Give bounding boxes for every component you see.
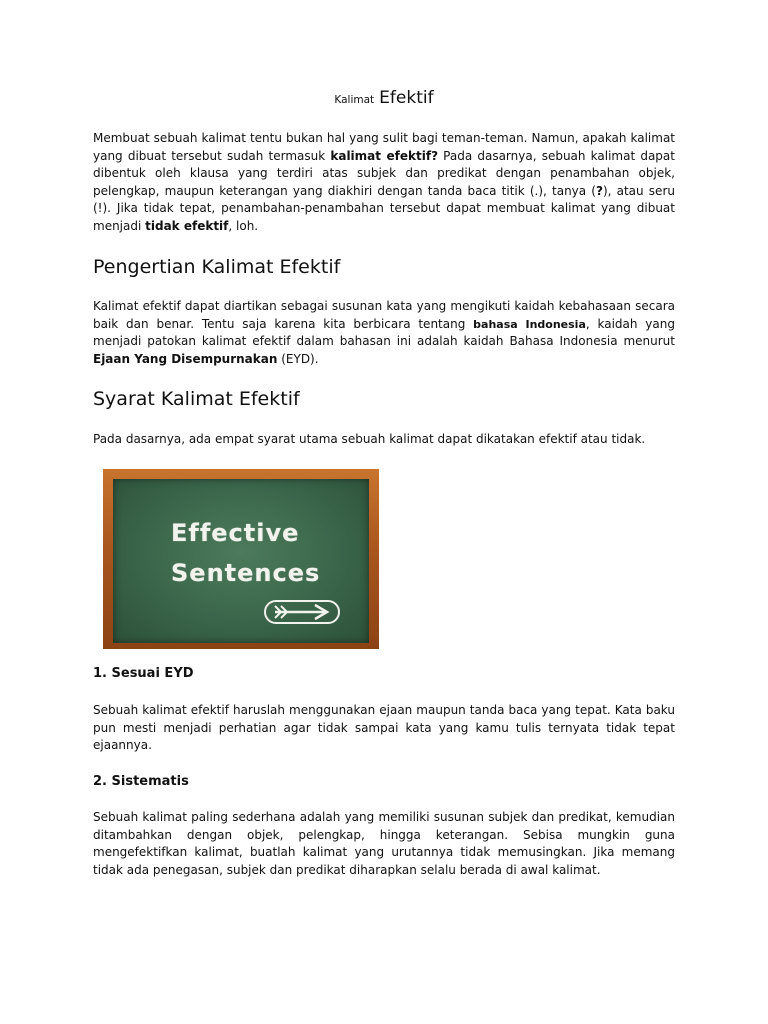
heading-sesuai-eyd: 1. Sesuai EYD — [93, 666, 194, 681]
intro-bold-1: kalimat efektif? — [330, 148, 439, 163]
chalk-text-line2: Sentences — [171, 559, 321, 587]
pengertian-text-3: (EYD). — [277, 351, 319, 366]
sistematis-paragraph: Sebuah kalimat paling sederhana adalah yang memiliki susunan subjek dan predikat, kemudian ditambahkan dengan objek, pelengkap, hingga keterangan. Sebisa mungkin guna mengefektifkan kalimat, buatlah kalimat yang urutannya tidak memusingkan. Jika memang tidak ada penegasan, subjek dan predikat diharapkan selalu berada di awal kalimat. — [93, 810, 675, 877]
sesuai-eyd-paragraph: Sebuah kalimat efektif haruslah menggunakan ejaan maupun tanda baca yang tepat. Kata baku pun mesti menjadi perhatian agar tidak sampai kata yang kamu tulis ternyata tidak tepat ejaannya. — [93, 703, 675, 753]
title-large: Efektif — [379, 88, 434, 108]
syarat-paragraph: Pada dasarnya, ada empat syarat utama sebuah kalimat dapat dikatakan efektif atau tidak. — [93, 432, 646, 446]
pengertian-text-2: , kaidah yang menjadi patokan kalimat efektif dalam bahasan ini adalah kaidah Bahasa Indonesia menurut — [93, 316, 675, 349]
pengertian-text-1: Kalimat efektif dapat diartikan sebagai susunan kata yang mengikuti kaidah kebahasaan secara baik dan benar. Tentu saja karena kita berbicara tentang — [93, 299, 675, 331]
heading-pengertian: Pengertian Kalimat Efektif — [93, 256, 341, 278]
intro-text-2: Pada dasarnya, sebuah kalimat dapat dibentuk oleh klausa yang terdiri atas subjek dan predikat dengan penambahan objek, pelengkap, maupun keterangan yang diakhiri dengan tanda baca titik (.), tanya ( — [93, 148, 675, 198]
intro-paragraph — [93, 130, 675, 236]
chalk-text-line1: Effective — [171, 519, 300, 547]
effective-sentences-image — [103, 469, 379, 649]
intro-bold-2: ? — [595, 183, 603, 198]
intro-text-4: , loh. — [228, 218, 259, 233]
title-small: Kalimat — [334, 94, 375, 106]
intro-bold-3: tidak efektif — [145, 218, 229, 233]
pengertian-bold-2: Ejaan Yang Disempurnakan — [93, 351, 278, 366]
chalk-arrow-icon — [263, 597, 343, 627]
intro-text-1: Membuat sebuah kalimat tentu bukan hal yang sulit bagi teman-teman. Namun, apakah kalimat yang dibuat tersebut sudah termasuk — [93, 131, 675, 163]
intro-text-3: ), atau seru (!). Jika tidak tepat, penambahan-penambahan tersebut dapat membuat kalimat yang dibuat menjadi — [93, 183, 675, 233]
pengertian-bold-1: bahasa Indonesia — [473, 317, 586, 331]
pengertian-paragraph — [93, 298, 675, 368]
heading-syarat: Syarat Kalimat Efektif — [93, 388, 300, 410]
chalkboard-surface — [113, 479, 369, 643]
document-title — [0, 88, 768, 108]
heading-sistematis: 2. Sistematis — [93, 774, 189, 789]
